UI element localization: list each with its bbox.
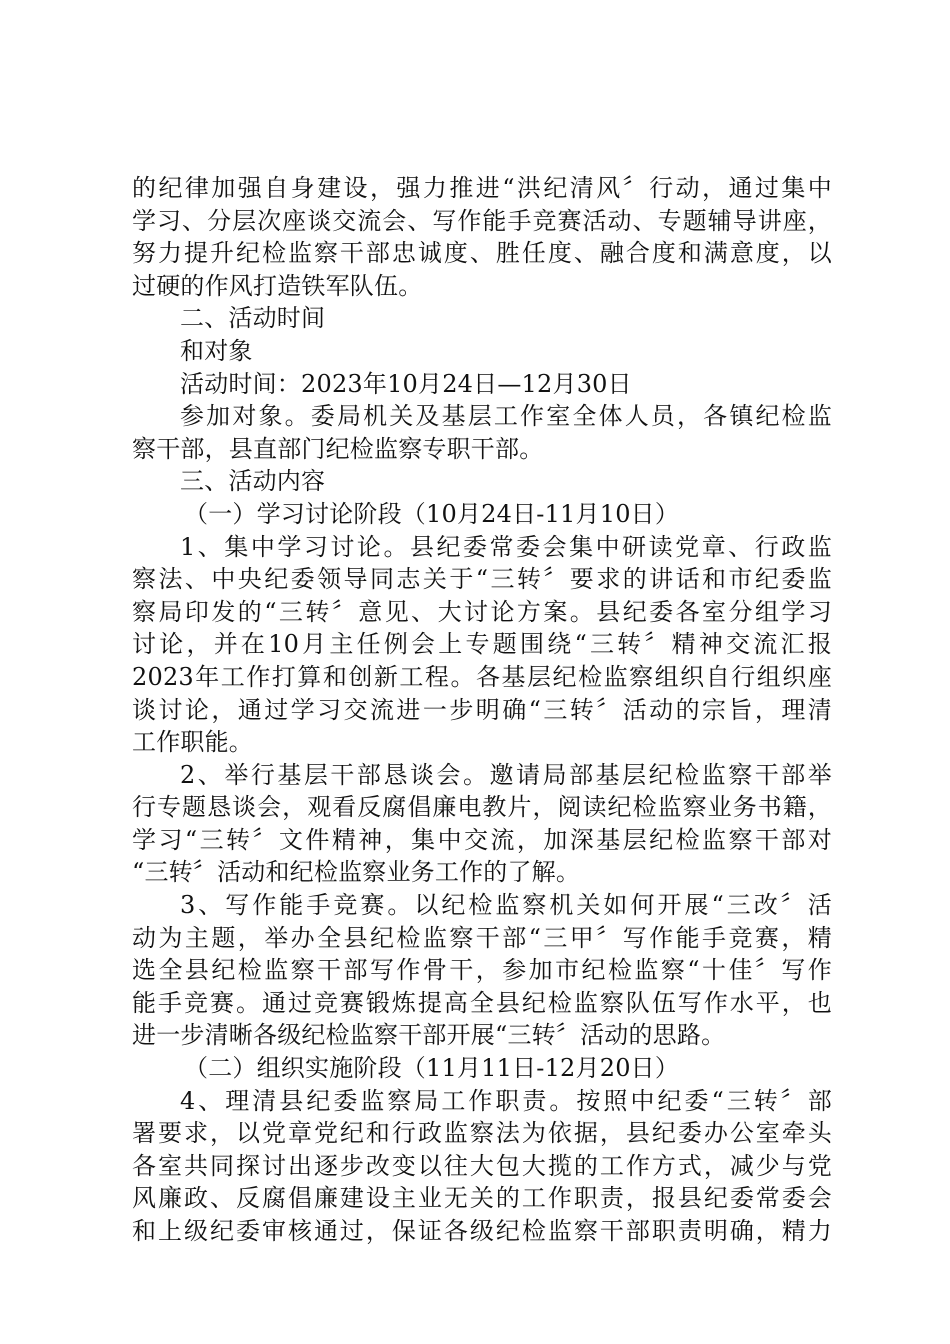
paragraph-line: 2、举行基层干部恳谈会。邀请局部基层纪检监察干部举	[180, 760, 832, 789]
paragraph-line: 各室共同探讨出逐步改变以往大包大揽的工作方式，减少与党	[132, 1151, 832, 1180]
paragraph-line: 努力提升纪检监察干部忠诚度、胜任度、融合度和满意度，以	[132, 239, 832, 268]
paragraph-line: 2023年工作打算和创新工程。各基层纪检监察组织自行组织座	[132, 662, 832, 691]
paragraph-line: 1、集中学习讨论。县纪委常委会集中研读党章、行政监	[180, 532, 832, 561]
paragraph-line: 3、写作能手竞赛。以纪检监察机关如何开展“三改〞活	[180, 891, 832, 920]
paragraph-line: “三转〞活动和纪检监察业务工作的了解。	[132, 858, 581, 887]
activity-time: 活动时间：2023年10月24日—12月30日	[180, 369, 632, 398]
paragraph-line: 动为主题，举办全县纪检监察干部“三甲〞写作能手竞赛，精	[132, 923, 832, 952]
paragraph-line: 谈讨论，通过学习交流进一步明确“三转〞活动的宗旨，理清	[132, 695, 832, 724]
subsection-heading: （二）组织实施阶段（11月11日-12月20日）	[184, 1054, 680, 1083]
paragraph-line: 察法、中央纪委领导同志关于“三转〞要求的讲话和市纪委监	[132, 565, 832, 594]
paragraph-line: 风廉政、反腐倡廉建设主业无关的工作职责，报县纪委常委会	[132, 1184, 832, 1213]
section-heading: 三、活动内容	[180, 467, 326, 496]
document-body	[132, 172, 832, 1248]
paragraph-line: 工作职能。	[132, 728, 253, 757]
paragraph-line: 过硬的作风打造铁军队伍。	[132, 271, 423, 300]
section-heading: 二、活动时间	[180, 304, 326, 333]
paragraph-line: 行专题恳谈会，观看反腐倡廉电教片，阅读纪检监察业务书籍，	[132, 793, 832, 822]
paragraph-line: 讨论，并在10月主任例会上专题围绕“三转〞精神交流汇报	[132, 630, 832, 659]
paragraph-line: 进一步清晰各级纪检监察干部开展“三转〞活动的思路。	[132, 1021, 726, 1050]
paragraph-line: 学习“三转〞文件精神，集中交流，加深基层纪检监察干部对	[132, 825, 832, 854]
paragraph-line: 能手竞赛。通过竞赛锻炼提高全县纪检监察队伍写作水平，也	[132, 988, 832, 1017]
paragraph-line: 察干部，县直部门纪检监察专职干部。	[132, 434, 544, 463]
subsection-heading: （一）学习讨论阶段（10月24日-11月10日）	[184, 499, 680, 528]
paragraph-line: 4、理清县纪委监察局工作职责。按照中纪委“三转〞部	[180, 1086, 832, 1115]
paragraph-line: 的纪律加强自身建设，强力推进“洪纪清风〞行动，通过集中	[132, 174, 832, 202]
paragraph-line: 察局印发的“三转〞意见、大讨论方案。县纪委各室分组学习	[132, 597, 832, 626]
paragraph-line: 选全县纪检监察干部写作骨干，参加市纪检监察“十佳〞写作	[132, 956, 832, 985]
paragraph-line: 署要求，以党章党纪和行政监察法为依据，县纪委办公室牵头	[132, 1119, 832, 1148]
paragraph-line: 参加对象。委局机关及基层工作室全体人员，各镇纪检监	[180, 402, 832, 431]
section-heading-continued: 和对象	[180, 336, 253, 365]
paragraph-line: 学习、分层次座谈交流会、写作能手竞赛活动、专题辅导讲座，	[132, 206, 832, 235]
paragraph-line: 和上级纪委审核通过，保证各级纪检监察干部职责明确，精力	[132, 1217, 832, 1245]
